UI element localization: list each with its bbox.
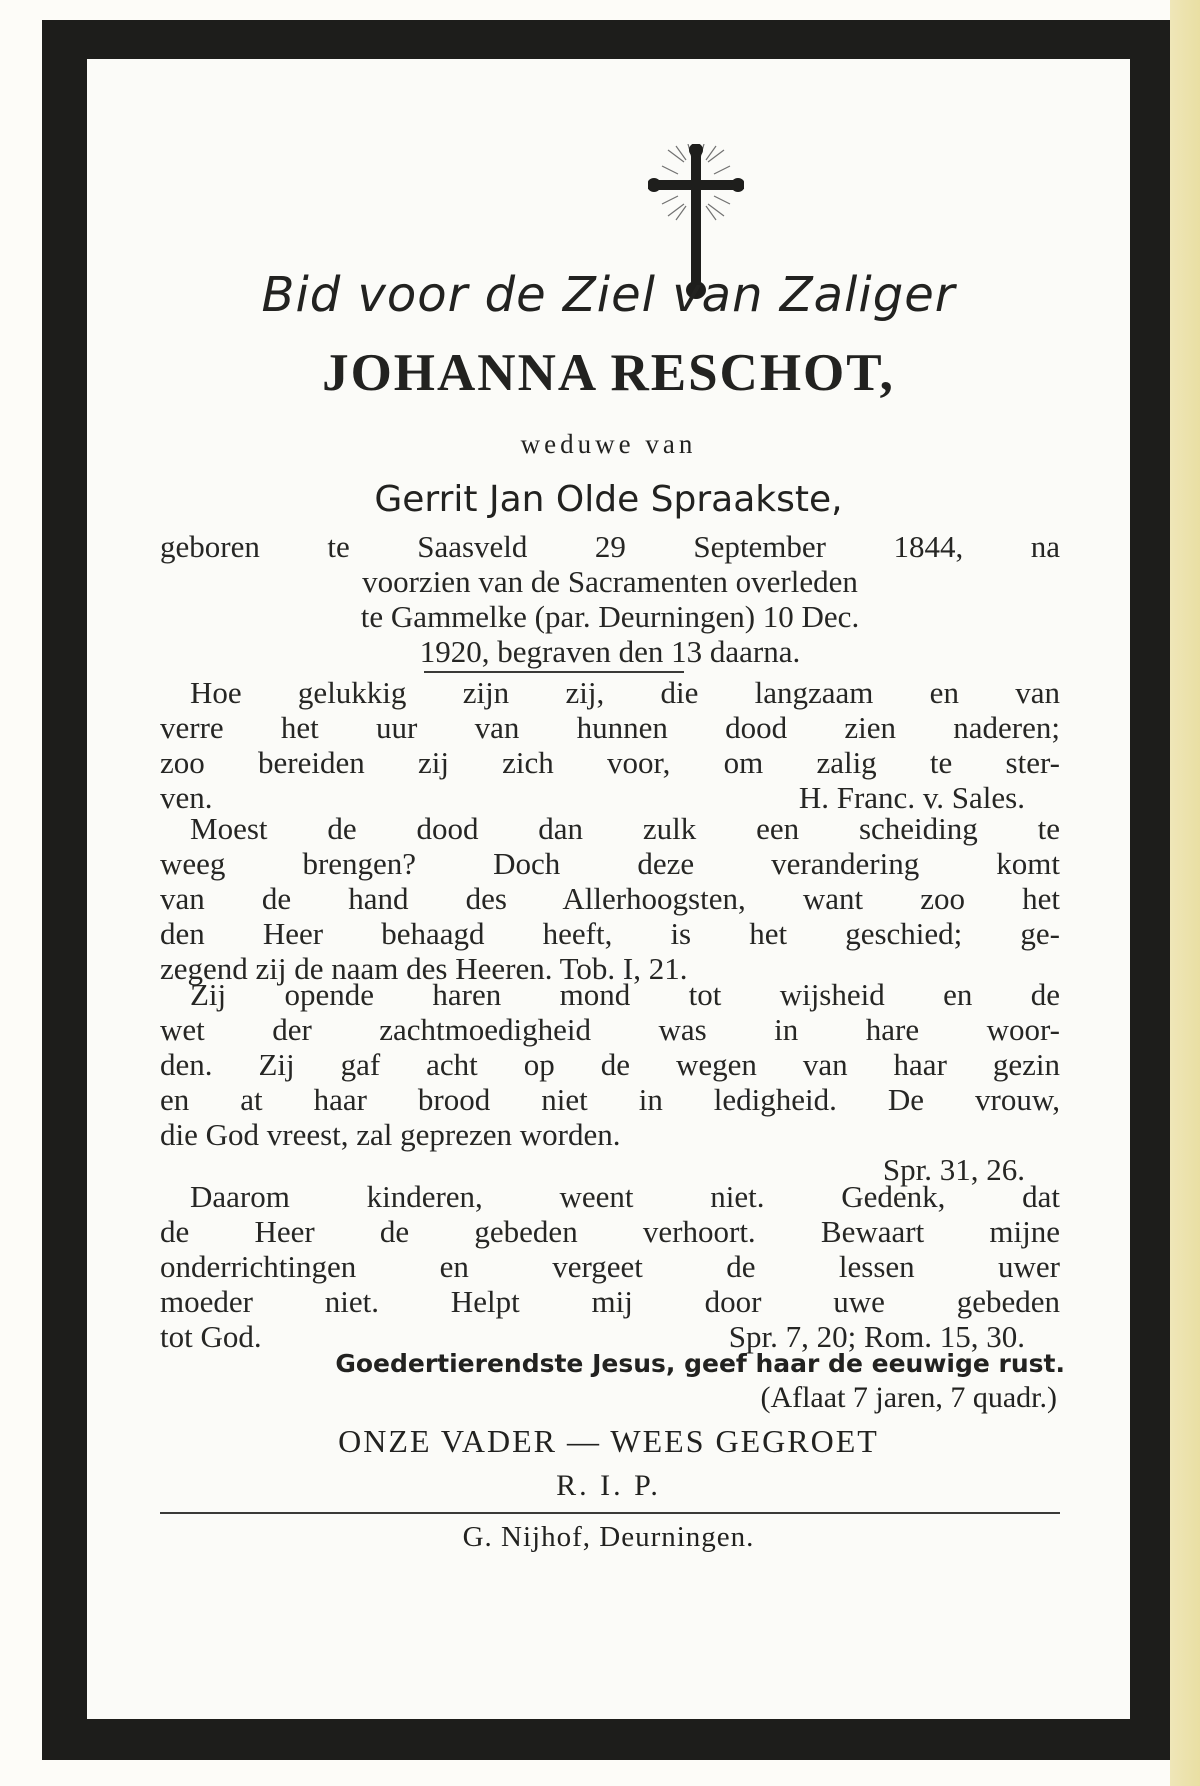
quote-line: verre het uur van hunnen dood zien naderen; [160,710,1060,745]
deceased-name: JOHANNA RESCHOT, [322,344,895,402]
footer-divider [160,1512,1060,1514]
quote-line-end: tot God. [160,1319,262,1354]
quote-sales [160,675,1060,815]
divider [424,671,684,673]
quote-line: onderrichtingen en vergeet de lessen uwer [160,1249,1060,1284]
quote-last-line [160,780,1060,815]
quote-line-end: ven. [160,780,213,815]
rip-line: R. I. P. [556,1469,661,1502]
quote-proverbs [160,977,1060,1187]
quote-source: H. Franc. v. Sales. [798,780,1025,815]
quote-line: die God vreest, zal geprezen worden. [160,1117,621,1152]
bio-line: te Gammelke (par. Deurningen) 10 Dec. [360,599,860,634]
quote-line: zoo bereiden zij zich voor, om zalig te ster- [160,745,1060,780]
quote-tobit [160,811,1060,986]
bio-line: 1920, begraven den 13 daarna. [419,634,801,669]
indulgence-note: (Aflaat 7 jaren, 7 quadr.) [760,1381,1057,1414]
quote-source: Spr. 31, 26. [882,1152,1025,1187]
quote-line: Hoe gelukkig zijn zij, die langzaam en van [190,675,1060,710]
widow-of-label: weduwe van [520,429,697,459]
paper-edge [1170,0,1200,1786]
quote-source: Spr. 7, 20; Rom. 15, 30. [728,1319,1025,1354]
quote-line: Moest de dood dan zulk een scheiding te [190,811,1060,846]
bio-line: geboren te Saasveld 29 September 1844, na [160,529,1060,564]
card-heading: Bid voor de Ziel van Zaliger [261,267,956,323]
printer-credit: G. Nijhof, Deurningen. [462,1521,755,1553]
mourning-card [87,59,1130,1719]
biography [160,529,1060,669]
quote-line: zegend zij de naam des Heeren. Tob. I, 21. [160,951,688,986]
prayer-line: Goedertierendste Jesus, geef haar de eeuwige rust. [335,1349,1065,1378]
quote-line: Daarom kinderen, weent niet. Gedenk, dat [190,1179,1060,1214]
quote-line: van de hand des Allerhoogsten, want zoo het [160,881,1060,916]
bio-line: voorzien van de Sacramenten overleden [362,564,858,599]
quote-line: de Heer de gebeden verhoort. Bewaart mijne [160,1214,1060,1249]
quote-proverbs-romans [160,1179,1060,1354]
quote-line: den. Zij gaf acht op de wegen van haar gezin [160,1047,1060,1082]
husband-name: Gerrit Jan Olde Spraakste, [374,479,843,520]
our-father-line: ONZE VADER — WEES GEGROET [338,1423,879,1459]
quote-line: en at haar brood niet in ledigheid. De vrouw, [160,1082,1060,1117]
quote-line: wet der zachtmoedigheid was in hare woor- [160,1012,1060,1047]
quote-line: Zij opende haren mond tot wijsheid en de [190,977,1060,1012]
quote-line: moeder niet. Helpt mij door uwe gebeden [160,1284,1060,1319]
quote-line: den Heer behaagd heeft, is het geschied; ge- [160,916,1060,951]
quote-line: weeg brengen? Doch deze verandering komt [160,846,1060,881]
